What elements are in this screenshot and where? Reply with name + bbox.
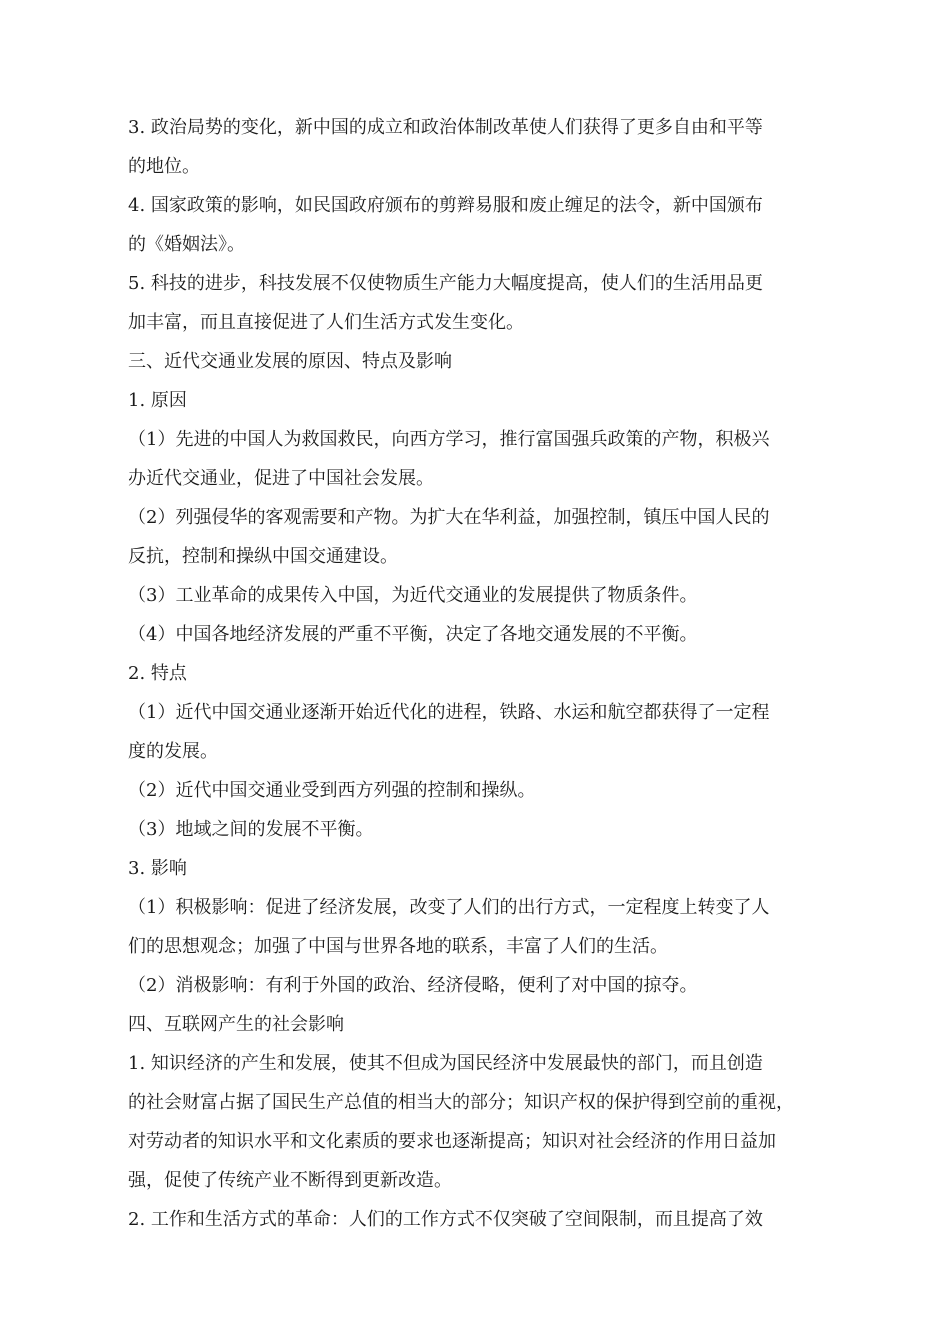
subheading: 3. 影响 [128, 858, 187, 879]
text-line: 办近代交通业，促进了中国社会发展。 [128, 468, 434, 489]
text-line: （3）地域之间的发展不平衡。 [128, 819, 374, 840]
text-line: 的地位。 [128, 156, 200, 177]
text-line: （2）消极影响：有利于外国的政治、经济侵略，便利了对中国的掠夺。 [128, 975, 698, 996]
text-line: （2）近代中国交通业受到西方列强的控制和操纵。 [128, 780, 536, 801]
text-line: 的社会财富占据了国民生产总值的相当大的部分；知识产权的保护得到空前的重视， [128, 1092, 794, 1113]
text-line: 2. 工作和生活方式的革命：人们的工作方式不仅突破了空间限制，而且提高了效 [128, 1209, 763, 1230]
text-line: 的《婚姻法》。 [128, 234, 245, 255]
document-body [128, 108, 828, 1239]
text-line: 加丰富，而且直接促进了人们生活方式发生变化。 [128, 312, 524, 333]
text-line: （1）先进的中国人为救国救民，向西方学习，推行富国强兵政策的产物，积极兴 [128, 429, 770, 450]
text-line: （1）积极影响：促进了经济发展，改变了人们的出行方式，一定程度上转变了人 [128, 897, 770, 918]
text-line: （4）中国各地经济发展的严重不平衡，决定了各地交通发展的不平衡。 [128, 624, 698, 645]
subheading: 1. 原因 [128, 390, 187, 411]
text-line: 们的思想观念；加强了中国与世界各地的联系，丰富了人们的生活。 [128, 936, 668, 957]
section-heading: 三、近代交通业发展的原因、特点及影响 [128, 351, 452, 372]
text-line: 度的发展。 [128, 741, 218, 762]
text-line: 反抗，控制和操纵中国交通建设。 [128, 546, 398, 567]
text-line: 对劳动者的知识水平和文化素质的要求也逐渐提高；知识对社会经济的作用日益加 [128, 1131, 776, 1152]
text-line: 强，促使了传统产业不断得到更新改造。 [128, 1170, 452, 1191]
text-line: 4. 国家政策的影响，如民国政府颁布的剪辫易服和废止缠足的法令，新中国颁布 [128, 195, 763, 216]
section-heading: 四、互联网产生的社会影响 [128, 1014, 344, 1035]
text-line: 5. 科技的进步，科技发展不仅使物质生产能力大幅度提高，使人们的生活用品更 [128, 273, 763, 294]
text-line: （1）近代中国交通业逐渐开始近代化的进程，铁路、水运和航空都获得了一定程 [128, 702, 770, 723]
text-line: 1. 知识经济的产生和发展，使其不但成为国民经济中发展最快的部门，而且创造 [128, 1053, 763, 1074]
text-line: （2）列强侵华的客观需要和产物。为扩大在华利益，加强控制，镇压中国人民的 [128, 507, 770, 528]
text-line: （3）工业革命的成果传入中国，为近代交通业的发展提供了物质条件。 [128, 585, 698, 606]
text-line: 3. 政治局势的变化，新中国的成立和政治体制改革使人们获得了更多自由和平等 [128, 117, 763, 138]
subheading: 2. 特点 [128, 663, 187, 684]
